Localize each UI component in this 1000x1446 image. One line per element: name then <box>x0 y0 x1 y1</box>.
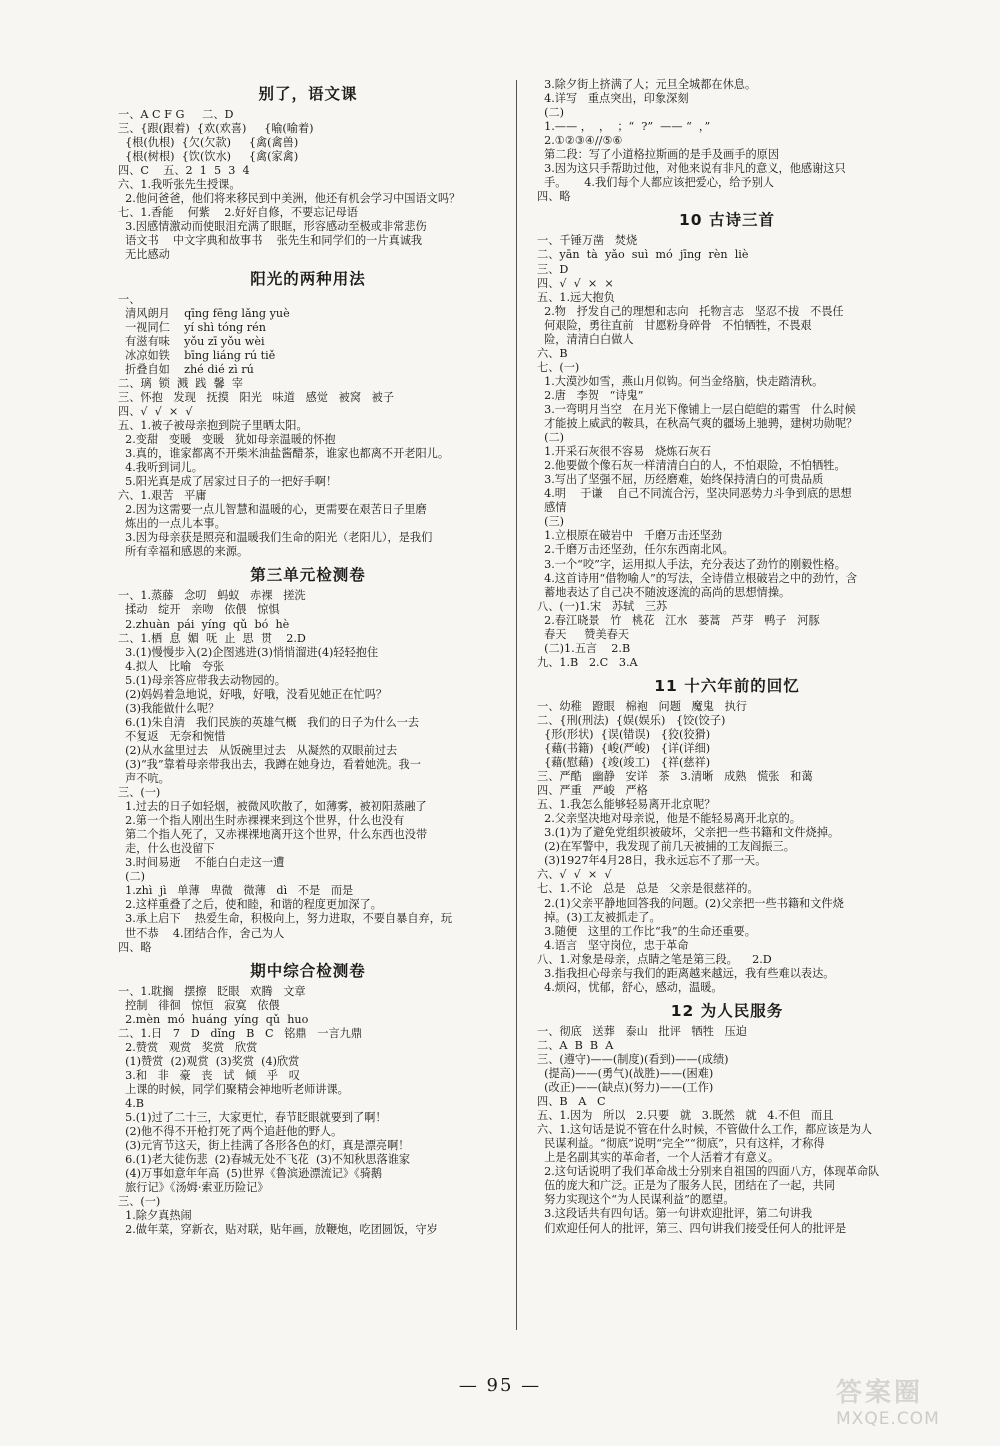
answer-line: 四、C 五、2 1 5 3 4 <box>118 164 250 178</box>
answer-line: 才能披上威武的鞍具，在秋高气爽的疆场上驰骋，建树功勋呢？ <box>537 417 858 431</box>
answer-line: 2.变甜 变暖 变暖 犹如母亲温暖的怀抱 <box>118 432 336 446</box>
answer-line: 折叠自如 zhé dié zì rú <box>118 362 254 376</box>
answer-line: 二、1.栖 息 媚 呒 止 思 贯 2.D <box>118 631 306 645</box>
answer-line: 四、略 <box>537 190 571 204</box>
answer-line: 一、A C F G 二、D <box>118 108 234 121</box>
answer-line: 3.(1)为了避免党组织被破坏，父亲把一些书籍和文件烧掉。 <box>537 826 840 840</box>
answer-line: 2.赞赏 观赏 奖赏 欣赏 <box>118 1040 258 1054</box>
answer-line: 4.拟人 比喻 夸张 <box>118 659 225 673</box>
answer-line: 三、{跟(跟着) {欢(欢喜) {喻(喻着) <box>118 122 314 136</box>
answer-line: 3.因为母亲获是照亮和温暖我们生命的阳光（老阳儿），是我们 <box>118 531 433 545</box>
answer-line: 2.父亲坚决地对母亲说，他是不能轻易离开北京的。 <box>537 812 801 826</box>
answer-line: (提高)——(勇气)(战胜)——(困难) <box>537 1067 714 1080</box>
answer-line: 2.这样重叠了之后，使和睦，和谐的程度更加深了。 <box>118 898 382 912</box>
answer-line: 世不恭 4.团结合作，舍己为人 <box>118 926 285 940</box>
watermark-text: 答案圈 <box>836 1378 924 1408</box>
answer-line: 4.这首诗用“借物喻人”的写法，全诗借立根破岩之中的劲竹，含 <box>537 571 858 585</box>
answer-line: {藉(书籍) {峻(严峻) {详(详细) <box>537 742 711 756</box>
answer-line: 2.他问爸爸，他们将来移民到中美洲，他还有机会学习中国语文吗？ <box>118 192 461 206</box>
answer-line: 四、略 <box>118 940 152 954</box>
answer-line: (1)赞赏 (2)观赏 (3)奖赏 (4)欣赏 <box>118 1054 300 1068</box>
section-title: 阳光的两种用法 <box>250 269 366 288</box>
answer-line: 六、B <box>537 346 568 360</box>
answer-line: 五、1.被子被母亲抱到院子里晒太阳。 <box>118 418 308 432</box>
answer-line: 民谋利益。“彻底”说明“完全”“彻底”，只有这样，才称得 <box>537 1137 825 1151</box>
answer-line: 努力实现这个“为人民谋利益”的愿望。 <box>537 1193 735 1207</box>
answer-line: 4.B <box>118 1097 145 1110</box>
answer-line: (改正)——(缺点)(努力)——(工作) <box>537 1081 714 1095</box>
answer-line: 感情 <box>537 501 567 515</box>
answer-line: 2.因为这需要一点儿智慧和温暖的心，更需要在艰苦日子里磨 <box>118 503 427 517</box>
answer-line: 六、√ √ × √ <box>537 868 612 882</box>
answer-line: 2.物 抒发自己的理想和志向 托物言志 坚忍不拔 不畏任 <box>537 304 844 318</box>
answer-line: 三、(一) <box>118 1195 161 1209</box>
answer-line: (二)1.五言 2.B <box>537 641 631 655</box>
answer-line: 1.开采石灰很不容易 烧炼石灰石 <box>537 445 711 459</box>
answer-line: 一、1.耽搁 摆擦 眨眼 欢腾 文章 <box>118 984 306 998</box>
answer-line: 二、yān tà yǎo suì mó jīng rèn liè <box>537 248 749 262</box>
answer-line: 4.明 于谦 自己不同流合污，坚决同恶势力斗争到底的思想 <box>537 487 852 501</box>
answer-line: 三、(遵守)——(制度)(看到)——(成绩) <box>537 1052 729 1066</box>
answer-line: (3)元宵节这天，街上挂满了各形各色的灯，真是漂亮啊！ <box>118 1139 410 1153</box>
answer-line: 旅行记》《汤姆·索亚历险记》 <box>118 1181 269 1195</box>
answer-line: 上是名副其实的革命者，一个人活着才有意义。 <box>537 1151 780 1165</box>
answer-line: 冰凉如铁 bīng liáng rú tiě <box>118 348 276 362</box>
answer-line: (2)他不得不开枪打死了两个追赶他的野人。 <box>118 1125 343 1139</box>
answer-line: 3.随便 这里的工作比“我”的生命还重要。 <box>537 924 756 938</box>
answer-line: 2.千磨万击还坚劲，任尔东西南北风。 <box>537 543 734 557</box>
answer-line: (二) <box>118 870 146 884</box>
answer-line: 1.除夕真热闹 <box>118 1209 192 1223</box>
answer-line: 3.因为这只手帮助过他，对他来说有非凡的意义，他感谢这只 <box>537 162 846 176</box>
answer-line: 无比感动 <box>118 248 170 262</box>
answer-line: 2.他要做个像石灰一样清清白白的人，不怕艰险，不怕牺牲。 <box>537 459 846 473</box>
answer-line: 3.和 非 豪 丧 试 倾 乎 叹 <box>118 1068 300 1082</box>
answer-line: 1.大漠沙如雪，燕山月似钩。何当金络脑，快走踏清秋。 <box>537 374 824 388</box>
answer-line: 春天 赞美春天 <box>537 627 630 641</box>
answer-line: 5.(1)过了二十三，大家更忙，春节眨眼就要到了啊！ <box>118 1111 387 1125</box>
section-title: 别了，语文课 <box>258 85 358 103</box>
answer-line: 2.春江晓景 竹 桃花 江水 蒌蒿 芦芽 鸭子 河豚 <box>537 613 820 627</box>
answer-line: 清风朗月 qīng fēng lǎng yuè <box>118 306 290 320</box>
answer-line: 伍的庞大和广泛。正是为了服务人民，团结在了一起，共同 <box>537 1179 835 1193</box>
answer-line: 四、B A C <box>537 1095 606 1109</box>
answer-line: 3.(1)慢慢步入(2)企图逃进(3)悄悄溜进(4)轻轻抱住 <box>118 645 379 659</box>
answer-line: 2.第一个指人刚出生时赤裸裸来到这个世界，什么也没有 <box>118 814 405 828</box>
answer-line: (3)“我”靠着母亲带我出去，我蹲在她身边，看着她洗。我一 <box>118 757 421 771</box>
answer-line: 3.一弯明月当空 在月光下像铺上一层白皑皑的霜雪 什么时候 <box>537 402 856 416</box>
answer-line: (3)我能做什么呢？ <box>118 701 220 715</box>
answer-line: 七、1.不论 总是 总是 父亲是很慈祥的。 <box>537 882 759 896</box>
answer-line: 3.一个“咬”字，运用拟人手法，充分表达了劲竹的刚毅性格。 <box>537 557 846 571</box>
answer-line: 5.阳光真是成了居家过日子的一把好手啊！ <box>118 475 338 489</box>
answer-line: 一、 <box>118 292 141 306</box>
answer-line: 2.做年菜，穿新衣，贴对联，贴年画，放鞭炮，吃团圆饭，守岁 <box>118 1223 438 1237</box>
answer-line: 二、1.日 7 D dǐng B C 铭鼎 一言九鼎 <box>118 1026 363 1040</box>
answer-line: 四、√ √ × √ <box>118 404 193 418</box>
answer-line: 3.真的，谁家都离不开柴米油盐酱醋茶，谁家也都离不开老阳儿。 <box>118 447 450 461</box>
answer-line: 4.语言 坚守岗位，忠于革命 <box>537 938 689 952</box>
answer-line: 2.①②③④//⑤⑥ <box>537 134 623 148</box>
answer-line: 三、D <box>537 262 569 276</box>
answer-line: 三、(一) <box>118 786 161 800</box>
answer-line: 二、{刑(刑法) {娱(娱乐) {饺(饺子) <box>537 713 726 727</box>
answer-line: 八、(一)1.宋 苏轼 三苏 <box>537 599 668 613</box>
answer-line: (二) <box>537 106 565 120</box>
answer-line: (2)在军警中，我发现了前几天被捕的工友阎振三。 <box>537 840 795 854</box>
answer-line: 六、1.艰苦 平庸 <box>118 489 207 503</box>
answer-line: 控制 徘徊 惊恒 寂寞 依偎 <box>118 998 280 1012</box>
answer-line: (二) <box>537 431 565 445</box>
answer-line: 3.指我担心母亲与我们的距离越来越远，我有些难以表达。 <box>537 966 835 980</box>
answer-line: 九、1.B 2.C 3.A <box>537 655 638 669</box>
answer-line: (三) <box>537 515 565 529</box>
answer-line: 五、1.因为 所以 2.只要 就 3.既然 就 4.不但 而且 <box>537 1109 834 1123</box>
section-title: 第三单元检测卷 <box>250 566 366 585</box>
answer-line: 五、1.远大抱负 <box>537 290 615 304</box>
answer-line: 2.zhuàn pái yíng qǔ bó hè <box>118 617 290 631</box>
answer-line: 一、彻底 送葬 泰山 批评 牺牲 压迫 <box>537 1024 747 1038</box>
answer-line: 不复返 无奈和惋惜 <box>118 729 226 743</box>
answer-line: 6.(1)老大徒伤悲 (2)春城无处不飞花 (3)不知秋思落谁家 <box>118 1153 411 1167</box>
answer-line: 四、√ √ × × <box>537 276 614 290</box>
section-title: 10 古诗三首 <box>679 211 775 230</box>
answer-line: 何艰险，勇往直前 甘愿粉身碎骨 不怕牺牲，不畏艰 <box>537 318 812 332</box>
answer-line: (2)妈妈着急地说，好哦，好哦，没看见她正在忙吗？ <box>118 687 388 701</box>
answer-line: 2.(1)父亲平静地回答我的问题。(2)父亲把一些书籍和文件烧 <box>537 896 844 910</box>
answer-line: 六、1.这句话是说不管在什么时候，不管做什么工作，都应该是为人 <box>537 1123 873 1137</box>
answer-line: 有滋有味 yǒu zī yǒu wèi <box>118 334 265 348</box>
answer-line: (2)从水盆里过去 从饭碗里过去 从凝然的双眼前过去 <box>118 743 398 757</box>
watermark-url: MXQE.COM <box>836 1409 940 1429</box>
answer-line: 3.这段话共有四句话。第一句讲欢迎批评，第二句讲我 <box>537 1207 813 1221</box>
answer-line: {根(仇根) {欠(欠款) {禽(禽兽) <box>118 136 299 150</box>
answer-line: 3.除夕街上挤满了人；元旦全城都在休息。 <box>537 78 757 91</box>
answer-line: 1.过去的日子如轻烟，被微风吹散了，如薄雾，被初阳蒸融了 <box>118 800 427 814</box>
answer-line: 险，清清白白做人 <box>537 332 634 346</box>
answer-line: 们欢迎任何人的批评，第三、四句讲我们接受任何人的批评是 <box>537 1221 847 1235</box>
answer-line: 第二个指人死了，又赤裸裸地离开这个世界，什么东西也没带 <box>118 828 428 842</box>
answer-line: 3.承上启下 热爱生命，积极向上，努力进取，不要自暴自弃，玩 <box>118 912 453 926</box>
answer-line: 3.写出了坚强不屈，历经磨难，始终保持清白的可贵品质 <box>537 473 824 487</box>
section-title: 12 为人民服务 <box>670 1001 784 1020</box>
answer-line: 所有幸福和感恩的来源。 <box>118 545 249 559</box>
answer-line: 七、(一) <box>537 360 580 374</box>
answer-line: (3)1927年4月28日，我永远忘不了那一天。 <box>537 854 767 868</box>
answer-line: 揉动 绽开 亲吻 依偎 惊惧 <box>118 603 280 617</box>
answer-line: 1.—— ， ， ；“ ?” —— “ ，” <box>537 120 711 134</box>
answer-line: 炼出的一点儿本事。 <box>118 517 226 531</box>
answer-line: {根(树根) {饮(饮水) {禽(家禽) <box>118 150 299 164</box>
answer-line: 五、1.我怎么能够轻易离开北京呢？ <box>537 798 716 812</box>
answer-line: 1.立根原在破岩中 千磨万击还坚劲 <box>537 529 723 543</box>
answer-line: 上课的时候，同学们聚精会神地听老师讲课。 <box>118 1082 349 1096</box>
answer-line: 四、严重 严峻 严格 <box>537 784 648 798</box>
answer-line: 2.mèn mó huáng yíng qǔ huo <box>118 1012 309 1026</box>
answer-line: {藉(慰藉) {竣(竣工) {祥(慈祥) <box>537 756 711 770</box>
answer-line: 语文书 中文字典和故事书 张先生和同学们的一片真诚我 <box>118 234 423 248</box>
answer-line: 一、千锤万凿 焚烧 <box>537 234 638 248</box>
answer-line: 4.详写 重点突出，印象深刻 <box>537 92 689 106</box>
left-column <box>118 78 498 1237</box>
answer-line: 2.唐 李贺 “诗鬼” <box>537 388 644 402</box>
right-column <box>537 78 917 1236</box>
answer-line: 2.这句话说明了我们革命战士分别来自祖国的四面八方，体现革命队 <box>537 1165 880 1179</box>
answer-line: 4.我听到词儿。 <box>118 461 203 475</box>
answer-line: 6.(1)朱自清 我们民族的英雄气概 我们的日子为什么一去 <box>118 715 420 729</box>
answer-line: 1.zhì jì 单薄 卑微 微薄 dì 不是 而是 <box>118 884 354 898</box>
watermark-logo <box>836 1372 986 1438</box>
answer-line: 八、1.对象是母亲，点睛之笔是第三段。 2.D <box>537 952 772 966</box>
answer-line: 走，什么也没留下 <box>118 842 215 856</box>
section-title: 期中综合检测卷 <box>250 961 366 980</box>
answer-line: 蓄地表达了自己决不随波逐流的高尚的思想情操。 <box>537 585 791 599</box>
answer-line: (4)万事如意年年高 (5)世界《鲁滨逊漂流记》《骑鹅 <box>118 1167 383 1181</box>
answer-line: 二、璃 锁 溅 践 馨 宰 <box>118 376 244 390</box>
answer-line: 三、怀抱 发现 抚摸 阳光 味道 感觉 被窝 被子 <box>118 390 395 404</box>
answer-line: 三、严酷 幽静 安详 茶 3.清晰 成熟 慌张 和蔼 <box>537 770 813 784</box>
answer-line: 3.时间易逝 不能白白走这一遭 <box>118 856 285 870</box>
answer-line: 二、A B B A <box>537 1038 614 1052</box>
answer-line: 一视同仁 yí shì tóng rén <box>118 320 266 334</box>
answer-line: 声不吭。 <box>118 772 170 786</box>
answer-line: 一、幼稚 蹬眼 棉袍 问题 魔鬼 执行 <box>537 699 747 713</box>
answer-line: 第二段：写了小道格拉斯画的是手及画手的原因 <box>537 148 780 162</box>
answer-line: 手。 4.我们每个人都应该把爱心，给予别人 <box>537 176 774 190</box>
answer-line: 5.(1)母亲答应带我去动物园的。 <box>118 673 286 687</box>
answer-line: 4.烦闷，忧郁，舒心，感动，温暖。 <box>537 980 723 994</box>
answer-line: {形(形状) {误(错误) {狡(狡猾) <box>537 727 711 741</box>
page-number: — 95 — <box>458 1375 542 1396</box>
section-title: 11 十六年前的回忆 <box>654 676 800 695</box>
answer-line: 七、1.香能 何紫 2.好好自修，不要忘记母语 <box>118 206 358 220</box>
column-divider <box>516 80 517 1330</box>
answer-line: 一、1.蒸藤 念叨 蚂蚁 赤裸 搓洗 <box>118 589 306 603</box>
answer-line: 六、1.我听张先生授课。 <box>118 178 241 192</box>
answer-line: 掉。(3)工友被抓走了。 <box>537 910 661 924</box>
answer-line: 3.因感情激动而使眼泪充满了眼眶，形容感动至极或非常悲伤 <box>118 220 427 234</box>
